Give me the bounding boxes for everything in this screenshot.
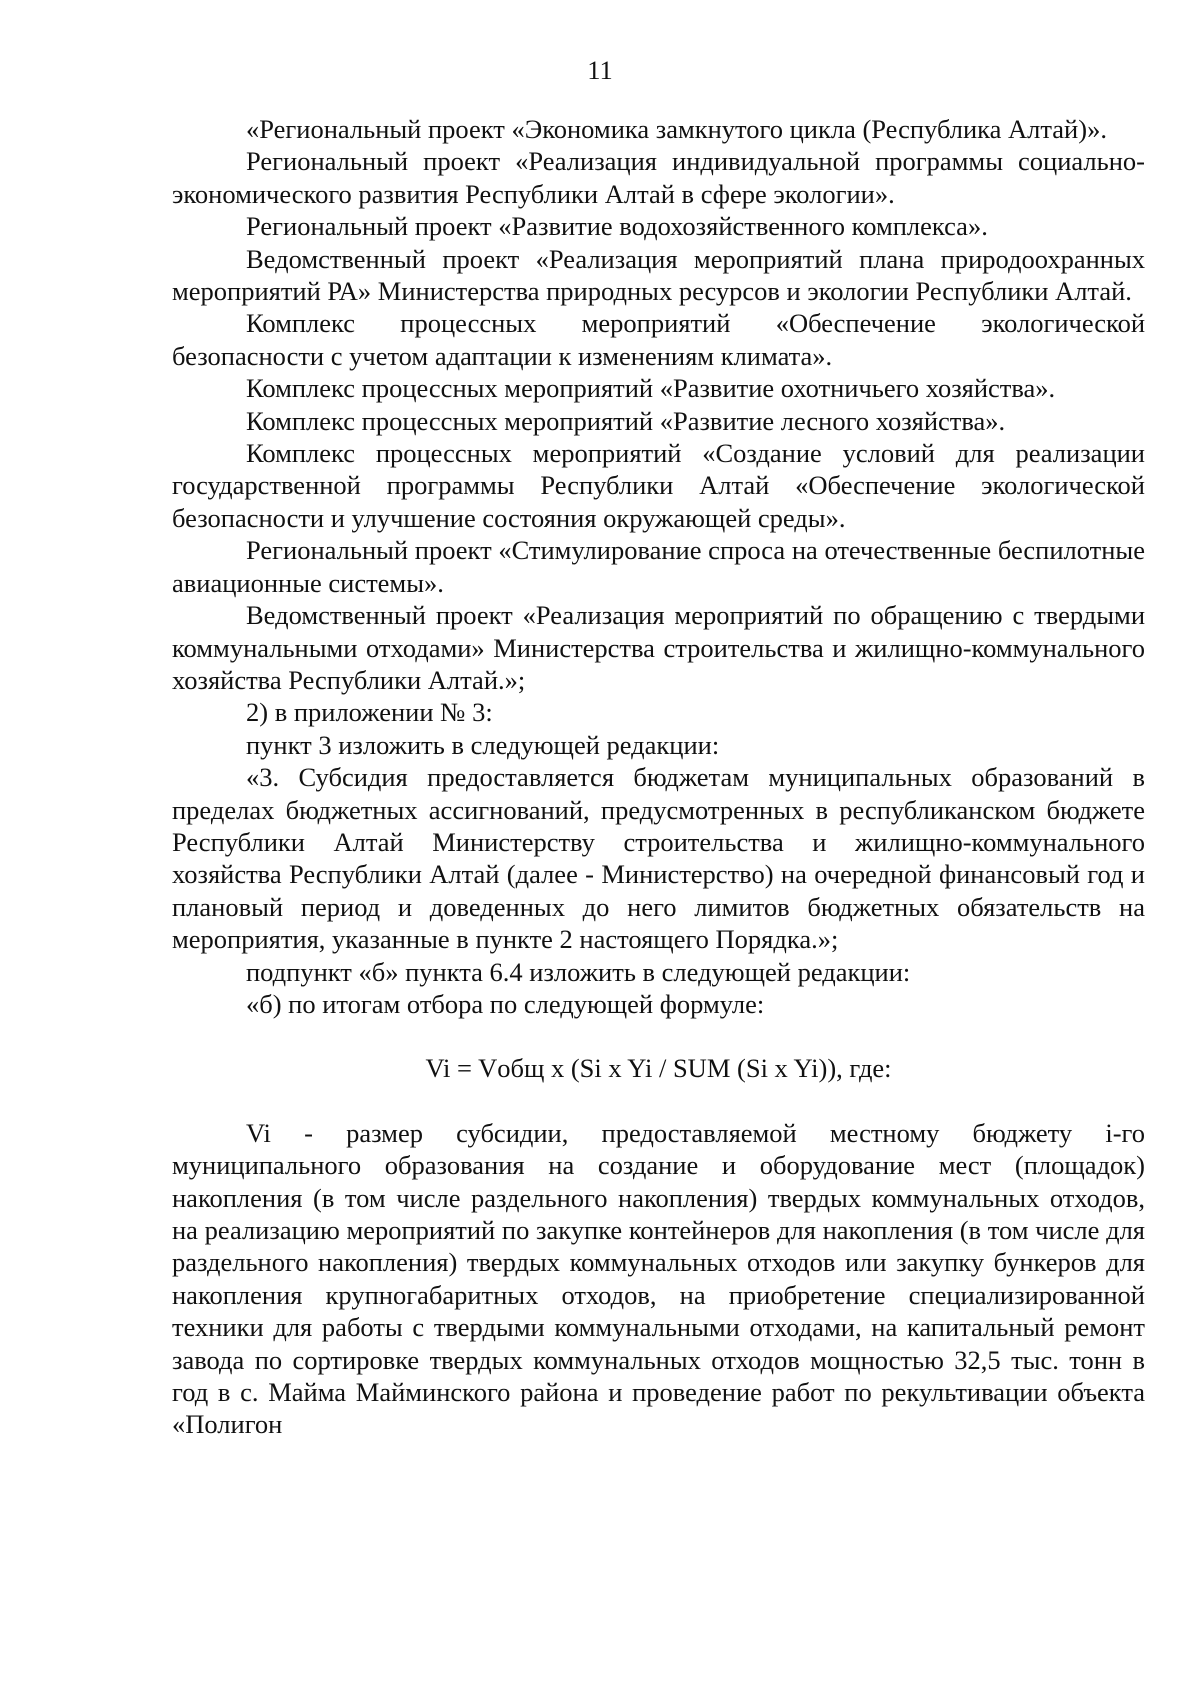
paragraph-regional-project-drones: Региональный проект «Стимулирование спроса на отечественные беспилотные авиационные системы». [172,535,1145,598]
paragraph-subitem-b-formula-intro: «б) по итогам отбора по следующей формуле: [246,988,765,1019]
paragraph-complex-program-conditions: Комплекс процессных мероприятий «Создание условий для реализации государственной программы Республики Алтай «Обеспечение экологической безопасности и улучшение состояния окружающей среды». [172,438,1145,533]
paragraph-regional-project-water-management: Региональный проект «Развитие водохозяйственного комплекса». [246,211,988,242]
paragraph-regional-project-circular-economy: «Региональный проект «Экономика замкнутого цикла (Республика Алтай)». [246,114,1107,144]
paragraph-complex-hunting: Комплекс процессных мероприятий «Развитие охотничьего хозяйства». [246,373,1056,404]
paragraph-subitem-b-wording: подпункт «б» пункта 6.4 изложить в следующей редакции: [246,956,911,987]
paragraph-departmental-project-waste: Ведомственный проект «Реализация мероприятий по обращению с твердыми коммунальными отходами» Министерства строительства и жилищно-коммунального хозяйства Республики Алтай.»; [172,600,1145,695]
paragraph-item-3-wording: пункт 3 изложить в следующей редакции: [246,729,720,760]
paragraph-complex-ecological-safety: Комплекс процессных мероприятий «Обеспечение экологической безопасности с учетом адаптации к изменениям климата». [172,308,1145,371]
paragraph-complex-forestry: Комплекс процессных мероприятий «Развитие лесного хозяйства». [246,405,1006,436]
paragraph-appendix-3: 2) в приложении № 3: [246,697,493,728]
paragraph-regional-project-individual-program: Региональный проект «Реализация индивидуальной программы социально-экономического развития Республики Алтай в сфере экологии». [172,146,1145,209]
paragraph-vi-definition: Vi - размер субсидии, предоставляемой местному бюджету i-го муниципального образования на создание и оборудование мест (площадок) накопления (в том числе раздельного накопления) твердых коммунальных отходов, на реализацию мероприятий по закупке контейнеров для накопления (в том числе для раздельного накопления) твердых коммунальных отходов или закупку бункеров для накопления крупногабаритных отходов, на приобретение специализированной техники для работы с твердыми коммунальными отходами, на капитальный ремонт завода по сортировке твердых коммунальных отходов мощностью 32,5 тыс. тонн в год в с. Майма Майминского района и проведение работ по рекультивации объекта «Полигон [172,1117,1145,1440]
subsidy-formula: Vi = Vобщ x (Si x Yi / SUM (Si x Yi)), где: [425,1053,892,1084]
page-number: 11 [587,55,613,85]
paragraph-item-3-subsidy: «3. Субсидия предоставляется бюджетам муниципальных образований в пределах бюджетных ассигнований, предусмотренных в республиканском бюджете Республики Алтай Министерству строительства и жилищно-коммунального хозяйства Республики Алтай (далее - Министерство) на очередной финансовый год и плановый период и доведенных до него лимитов бюджетных обязательств на мероприятия, указанные в пункте 2 настоящего Порядка.»; [172,762,1145,955]
document-body [172,113,1145,1441]
paragraph-departmental-project-nature-protection: Ведомственный проект «Реализация мероприятий плана природоохранных мероприятий РА» Министерства природных ресурсов и экологии Республики Алтай. [172,243,1145,307]
